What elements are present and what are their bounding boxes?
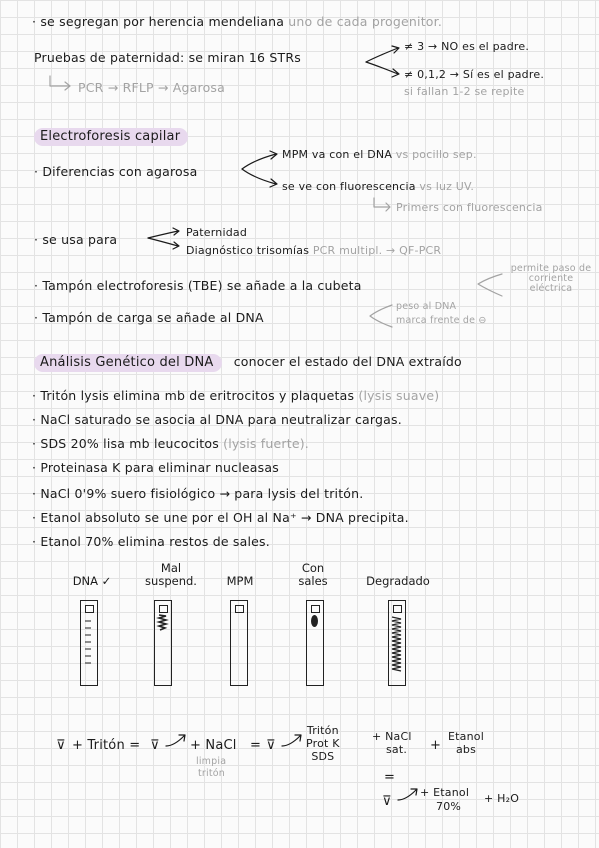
carga-frente: marca frente de ⊖: [396, 315, 487, 326]
formula-tube-3: ⊽: [266, 738, 276, 753]
gel-lane-degradado: [388, 600, 406, 686]
formula-triton: + Tritón =: [72, 738, 141, 753]
gel-label-degradado: Degradado: [366, 574, 430, 588]
gel-bands: [81, 601, 97, 685]
gel-label-sales: sales: [298, 574, 328, 588]
formula-nacl-sat: [372, 730, 412, 756]
bullet-triton-note: (lysis suave): [358, 388, 440, 403]
gel-label-suspend: suspend.: [145, 574, 197, 588]
bullet-proteinasa: · Proteinasa K para eliminar nucleasas: [32, 460, 279, 475]
diferencia-2-text: se ve con fluorescencia: [282, 180, 416, 193]
formula-nacl-sat-1: + NaCl: [372, 730, 412, 743]
formula-reactivo-protk: Prot K: [306, 737, 340, 750]
gel-blob: [307, 601, 323, 685]
line-se-usa-para: · se usa para: [34, 232, 118, 247]
formula-etanol-abs-1: Etanol: [448, 730, 484, 743]
split-arrow-icon: [364, 44, 404, 80]
gel-lane-mpm: [230, 600, 248, 686]
curved-arrow-icon: [280, 732, 304, 750]
formula-plus: +: [430, 738, 442, 753]
bullet-sds-note: (lysis fuerte).: [223, 436, 309, 451]
uso-diagnostico: [186, 244, 441, 257]
line-herencia: [32, 14, 442, 29]
split-arrow-icon: [368, 302, 394, 330]
line-paternidad: Pruebas de paternidad: se miran 16 STRs: [34, 50, 301, 65]
diferencia-1-text: MPM va con el DNA: [282, 148, 393, 161]
line-tampon-carga: · Tampón de carga se añade al DNA: [34, 310, 264, 325]
paternidad-si: ≠ 0,1,2 → Sí es el padre.: [404, 68, 545, 81]
section-subtitle: conocer el estado del DNA extraído: [233, 354, 462, 369]
gel-label-mal-suspend: [136, 562, 206, 588]
diferencia-2-note: vs luz UV.: [419, 180, 475, 193]
diferencia-2: [282, 180, 474, 193]
formula-tube-1: ⊽: [56, 738, 66, 753]
formula-agua: + H₂O: [484, 792, 520, 805]
diferencia-1-note: vs pocillo sep.: [395, 148, 477, 161]
formula-triton-note: tritón: [198, 768, 226, 779]
gel-smear: [389, 601, 405, 685]
line-pcr-rflp: PCR → RFLP → Agarosa: [78, 80, 225, 95]
gel-well: [235, 605, 244, 613]
bullet-nacl-09: · NaCl 0'9% suero fisiológico → para lysis del tritón.: [32, 486, 364, 501]
section-title: Análisis Genético del DNA: [34, 354, 222, 372]
gel-lane-con-sales: [306, 600, 324, 686]
formula-etanol-abs: [448, 730, 484, 756]
formula-etanol-abs-2: abs: [455, 743, 477, 756]
uso-paternidad: Paternidad: [186, 226, 248, 239]
uso-diagnostico-text: Diagnóstico trisomías: [186, 244, 310, 257]
uso-diagnostico-note: PCR multipl. → QF-PCR: [312, 244, 442, 257]
gel-label-con-sales: [288, 562, 338, 588]
bullet-triton-text: · Tritón lysis elimina mb de eritrocitos y plaquetas: [32, 388, 355, 403]
gel-label-con: Con: [301, 561, 325, 575]
formula-reactivos: [306, 724, 340, 763]
tbe-note: permite paso de corriente eléctrica: [510, 263, 592, 294]
section-analisis-genetico: [34, 354, 462, 370]
gel-label-dna: DNA ✓: [72, 574, 112, 588]
line-tbe: · Tampón electroforesis (TBE) se añade a la cubeta: [34, 278, 362, 293]
carga-peso: peso al DNA: [396, 301, 457, 312]
formula-tube-4: ⊽: [382, 794, 392, 809]
bullet-triton: [32, 388, 439, 403]
hook-arrow-icon: [48, 74, 74, 92]
gel-label-mal: Mal: [160, 561, 182, 575]
split-arrow-icon: [146, 226, 184, 250]
paternidad-repite: si fallan 1-2 se repite: [404, 85, 525, 98]
formula-tube-2: ⊽: [150, 738, 160, 753]
bullet-sds: [32, 436, 309, 451]
gel-lane-dna: [80, 600, 98, 686]
gel-lane-mal-suspendido: [154, 600, 172, 686]
herencia-text: · se segregan por herencia mendeliana: [32, 14, 285, 29]
diferencia-3: Primers con fluorescencia: [396, 201, 543, 214]
formula-eq-1: =: [250, 738, 262, 753]
formula-etanol-70: [420, 786, 469, 814]
curved-arrow-icon: [396, 786, 420, 804]
split-arrow-icon: [476, 270, 506, 300]
formula-reactivo-triton: Tritón: [306, 724, 339, 737]
formula-nacl: + NaCl: [190, 738, 237, 753]
gel-label-mpm: MPM: [226, 574, 254, 588]
hook-arrow-icon: [372, 196, 394, 214]
section-electroforesis-capilar: [34, 128, 188, 144]
bullet-etanol-70: · Etanol 70% elimina restos de sales.: [32, 534, 270, 549]
paternidad-no: ≠ 3 → NO es el padre.: [404, 40, 530, 53]
split-arrow-icon: [240, 148, 282, 190]
bullet-nacl: · NaCl saturado se asocia al DNA para neutralizar cargas.: [32, 412, 402, 427]
formula-nacl-sat-2: sat.: [386, 743, 408, 756]
formula-eq-2: =: [384, 770, 396, 785]
formula-reactivo-sds: SDS: [311, 750, 335, 763]
section-title: Electroforesis capilar: [34, 128, 188, 146]
gel-smear-top: [155, 601, 171, 685]
diferencia-1: [282, 148, 477, 161]
curved-arrow-icon: [164, 732, 188, 750]
bullet-sds-text: · SDS 20% lisa mb leucocitos: [32, 436, 219, 451]
formula-limpia: limpia: [196, 756, 227, 767]
herencia-note: uno de cada progenitor.: [288, 14, 443, 29]
line-diferencias: · Diferencias con agarosa: [34, 164, 198, 179]
bullet-etanol-absoluto: · Etanol absoluto se une por el OH al Na⁺ → DNA precipita.: [32, 510, 409, 525]
formula-etanol-70-1: + Etanol: [420, 786, 470, 799]
formula-etanol-70-2: 70%: [436, 800, 462, 813]
